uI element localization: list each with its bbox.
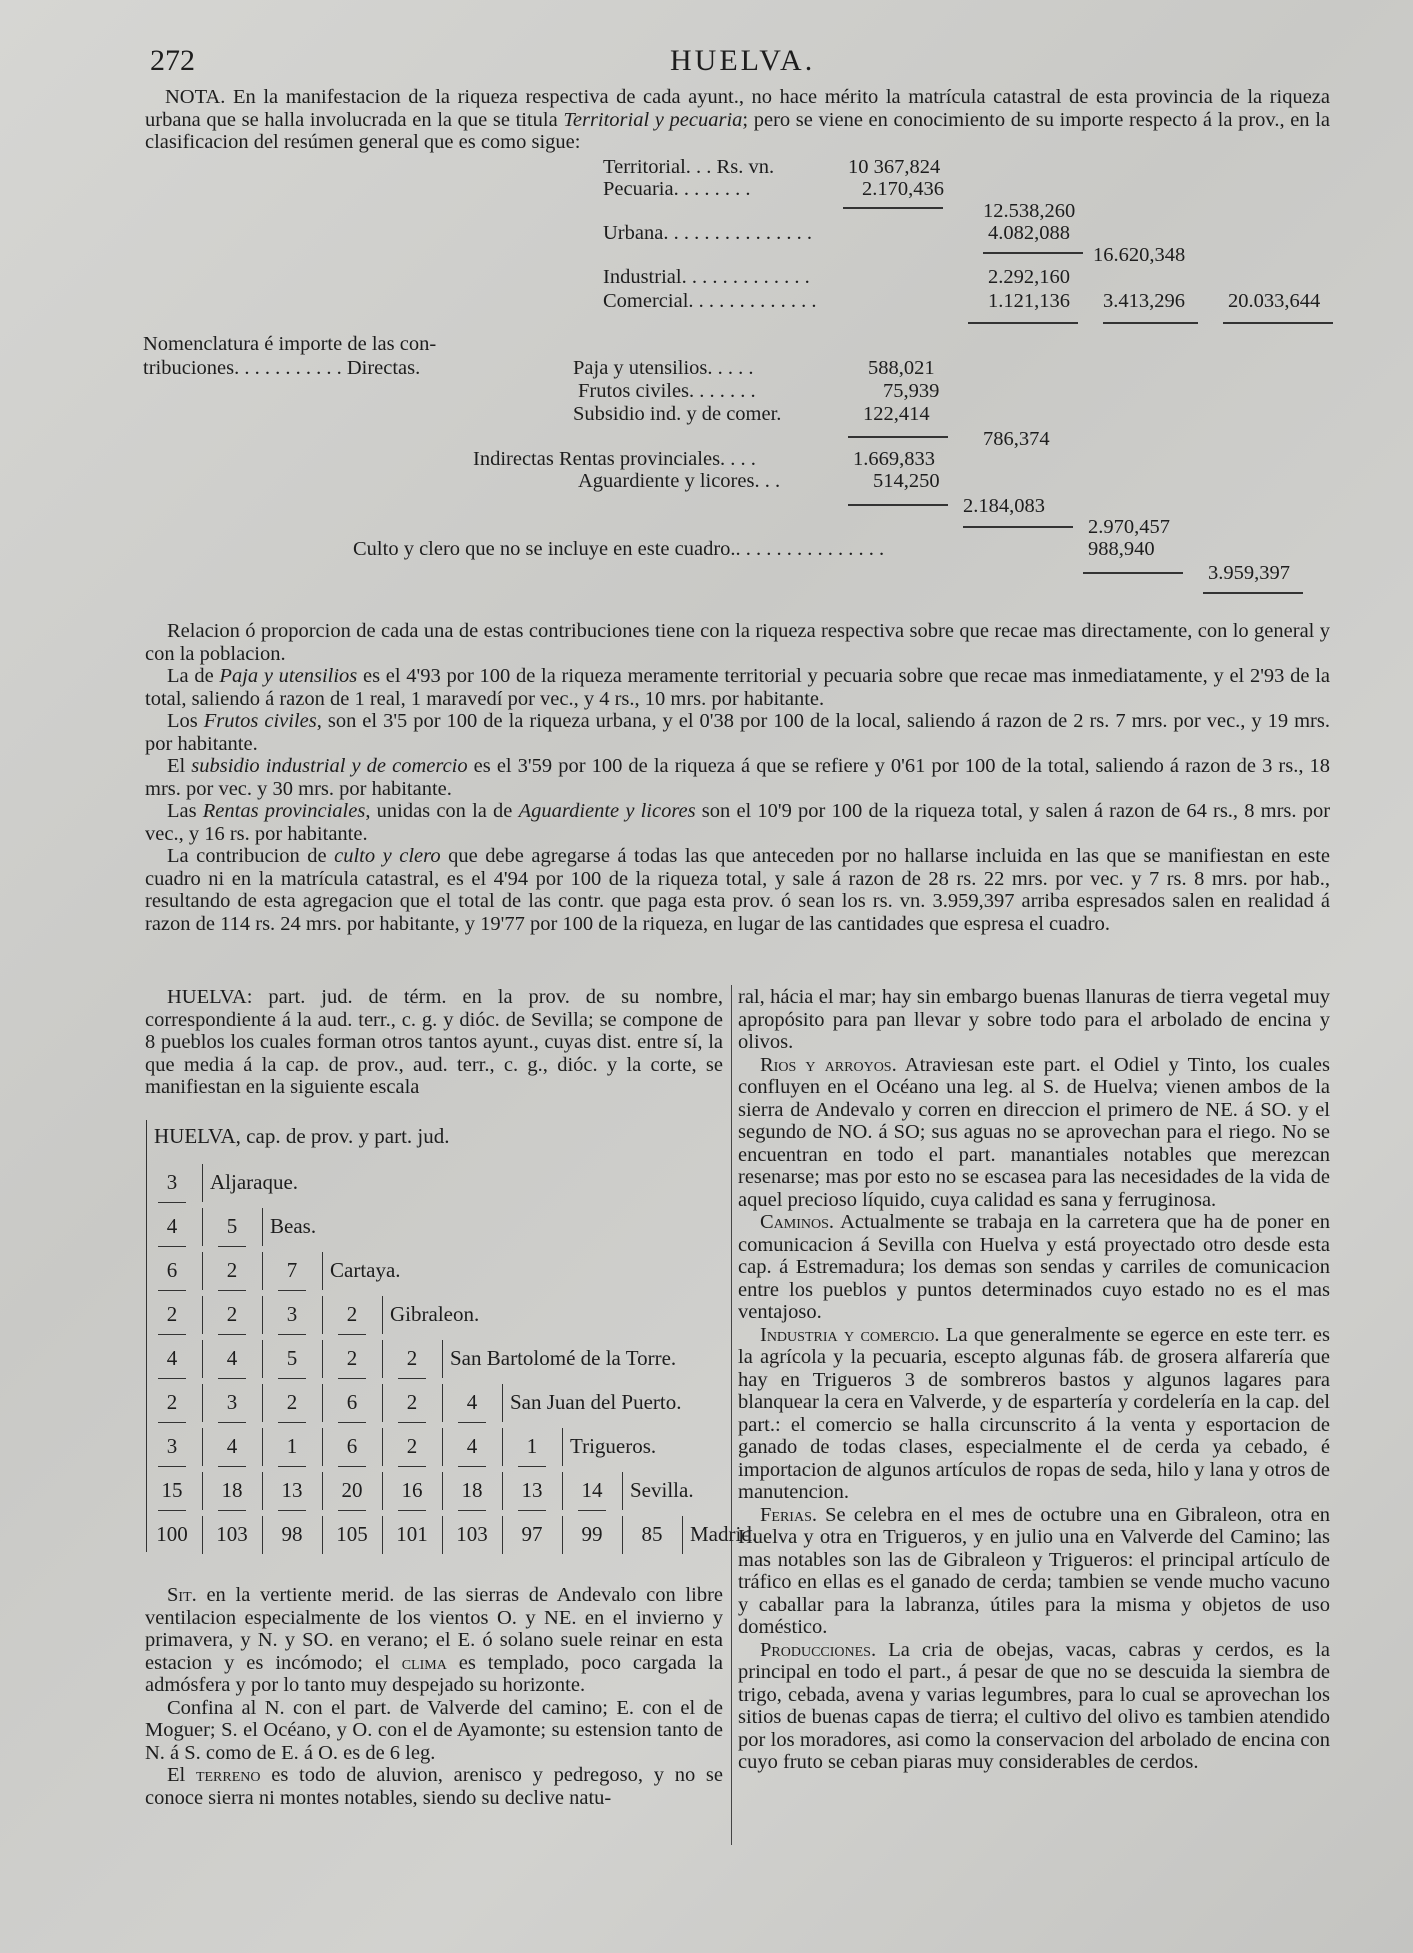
cell-rule [218,1334,246,1335]
distance-value: 16 [401,1478,423,1502]
distance-value: 2 [406,1390,418,1414]
relacion-paragraph: La contribucion de culto y clero que debe agregarse á todas las que anteceden por no hallarse incluida en las que se manifiestan en este cuadro ni en la matrícula catastral, es el 4'94 por 100 de la riqueza total, y sale á razon de 28 rs. 22 mrs. por vec. y 7 rs. 8 mrs. por hab., resultando de esta agregacion que el total de las contr. que paga esta prov. ó sean los rs. vn. 3.959,397 arriba espresados salen en realidad á razon de 114 rs. 24 mrs. por habitante, y 19'77 por 100 de la riqueza, en lugar de las cantidades que espresa el cuadro. [145,845,1330,935]
distance-value: 15 [161,1478,183,1502]
distance-value: 3 [226,1390,238,1414]
cell-rule [338,1334,366,1335]
cell-rule [218,1246,246,1247]
left-column-intro [145,986,723,1099]
distance-value: 103 [216,1522,248,1546]
distance-value: 5 [226,1214,238,1238]
distance-value: 103 [456,1522,488,1546]
cell-divider [682,1516,683,1554]
cell-rule [158,1466,186,1467]
town-name: Aljaraque. [210,1170,299,1194]
subsidio-value: 122,414 [863,403,930,425]
town-name: San Bartolomé de la Torre. [450,1346,677,1370]
distance-value: 1 [286,1434,298,1458]
note-text: En la manifestacion de la riqueza respectiva de cada ayunt., no hace mérito la matrícula catastral de esta provincia de la riqueza urbana que se halla involucrada en la que se titula [145,86,1331,131]
cell-rule [338,1510,366,1511]
cell-rule [458,1422,486,1423]
cell-rule [398,1378,426,1379]
rule [1083,572,1183,574]
nomenclatura-line-1: Nomenclatura é importe de las con- [143,333,437,355]
nomenclatura-line-2: tribuciones. . . . . . . . . . . Directas. [143,357,421,379]
aguardiente-value: 514,250 [873,470,940,492]
page-number: 272 [150,44,195,77]
aguardiente-label: Aguardiente y licores. . . [578,470,781,492]
distance-value: 3 [166,1434,178,1458]
subtotal-2: 16.620,348 [1093,244,1186,266]
cell-divider [562,1428,563,1466]
cell-divider [442,1340,443,1378]
distance-value: 3 [166,1170,178,1194]
cell-divider [202,1164,203,1202]
town-name: Sevilla. [630,1478,694,1502]
distance-value: 2 [166,1302,178,1326]
cell-rule [278,1334,306,1335]
cell-rule [218,1422,246,1423]
terreno-paragraph: El terreno es todo de aluvion, arenisco y pedregoso, y no se conoce sierra ni montes notables, siendo su declive natu- [145,1764,723,1809]
producciones-paragraph: Producciones. La cria de obejas, vacas, cabras y cerdos, es la principal en todo el part., á pesar de que no se descuida la siembra de trigo, cebada, avena y varias legumbres, para lo cual se aprovechan los sitios de buenas capas de tierra; el cultivo del olivo es tambien atendido por los moradores, asi como la conservacion del arbolado de encina con cuyo fruto se ceban piaras muy considerables de cerdos. [738,1638,1330,1773]
distance-value: 97 [521,1522,543,1546]
industria-paragraph: Industria y comercio. La que generalmente se egerce en este terr. es la agrícola y la pecuaria, escepto algunas fáb. de grosera alfarería que hay en Trigueros 3 de sombreros bastos y algunos lagares para blanquear la cera en Valverde, y de espartería y cordelería en la cap. del part.: el comercio se halla circunscrito á la venta y esportacion de ganado de todas clases, especialmente el de cerda ya cebado, é importacion de algunos artículos de ropas de seda, hilo y lana y otros de manutencion. [738,1323,1330,1503]
town-name: Cartaya. [330,1258,401,1282]
indirectas-label: Indirectas Rentas provinciales. . . . [473,448,756,470]
ferias-paragraph: Ferias. Se celebra en el mes de octubre una en Gibraleon, otra en Huelva y otra en Trigueros, y en julio una en Valverde del Camino; las mas notables son las de Gibraleon y Trigueros: el principal artículo de tráfico en ellas es el ganado de cerda; tambien se vende mucho vacuno y caballar para la labranza, útiles para la misma y objetos de uso doméstico. [738,1503,1330,1638]
culto-label: Culto y clero que no se incluye en este cuadro.. . . . . . . . . . . . . . . [353,538,885,560]
rule [1203,592,1303,594]
rule [1103,322,1198,324]
cell-rule [158,1510,186,1511]
territorial-value: 10 367,824 [848,156,941,178]
comercial-label: Comercial. . . . . . . . . . . . . [603,290,817,312]
cell-rule [158,1202,186,1203]
cell-rule [398,1510,426,1511]
distance-value: 2 [406,1346,418,1370]
town-name: Madrid. [690,1522,758,1546]
cell-rule [458,1466,486,1467]
cell-rule [278,1466,306,1467]
cell-rule [278,1510,306,1511]
town-name: San Juan del Puerto. [510,1390,682,1414]
cell-rule [338,1378,366,1379]
cell-rule [158,1290,186,1291]
rentas-value: 1.669,833 [853,448,935,470]
rule [848,504,948,506]
note-label: NOTA. [165,86,226,108]
cell-rule [158,1246,186,1247]
left-column-body [145,1584,723,1809]
distance-value: 13 [521,1478,543,1502]
running-header [150,44,1330,84]
cell-rule [458,1510,486,1511]
page-title: HUELVA. [670,44,816,77]
distance-value: 2 [346,1302,358,1326]
subtotal-1: 12.538,260 [983,200,1076,222]
cell-rule [158,1334,186,1335]
urbana-value: 4.082,088 [988,222,1070,244]
total: 20.033,644 [1228,290,1321,312]
distance-value: 4 [226,1434,238,1458]
cell-divider [262,1208,263,1246]
industrial-label: Industrial. . . . . . . . . . . . . [603,266,810,288]
distance-value: 3 [286,1302,298,1326]
cell-rule [338,1466,366,1467]
distance-value: 1 [526,1434,538,1458]
distance-value: 2 [226,1302,238,1326]
rule [1223,322,1333,324]
cell-rule [218,1510,246,1511]
huelva-intro: HUELVA: part. jud. de térm. en la prov. de su nombre, correspondiente á la aud. terr., c. g. y dióc. de Sevilla; se compone de 8 pueblos los cuales forman otros tantos ayunt., cuyas dist. entre sí, la que media á la cap. de prov., aud. terr., c. g., dióc. y la corte, se manifiestan en la siguiente escala [145,986,723,1098]
confina-paragraph: Confina al N. con el part. de Valverde del camino; E. con el de Moguer; S. el Océano, y O. con el de Ayamonte; su estension tanto de N. á S. como de E. á O. es de 6 leg. [145,1696,723,1764]
subsidio-label: Subsidio ind. y de comer. [573,403,782,425]
distance-value: 98 [281,1522,303,1546]
rule [848,436,948,438]
urbana-label: Urbana. . . . . . . . . . . . . . . [603,222,812,244]
distance-value: 4 [166,1346,178,1370]
distance-value: 2 [346,1346,358,1370]
rios-paragraph: Rios y arroyos. Atraviesan este part. el Odiel y Tinto, los cuales confluyen en el Océano una leg. al S. de Huelva; vienen ambos de la sierra de Andevalo y corren en direccion el primero de NE. á SO. y el segundo de NO. á SO; sus aguas no se aprovechan para el riego. No se encuentran en todo el part. manantiales notables que merezcan resenarse; mas por esto no se escasea para las necesidades de la vida de aquel precioso líquido, cuya calidad es sana y ferruginosa. [738,1053,1330,1211]
relacion-intro: Relacion ó proporcion de cada una de estas contribuciones tiene con la riqueza respectiva sobre que recae mas directamente, con lo general y con la poblacion. [145,620,1330,665]
cell-rule [158,1378,186,1379]
pecuaria-value: 2.170,436 [862,178,944,200]
relacion-paragraph: Los Frutos civiles, son el 3'5 por 100 de la riqueza urbana, y el 0'38 por 100 de la local, saliendo á razon de 2 rs. 7 mrs. por vec., y 19 mrs. por habitante. [145,710,1330,755]
distance-value: 20 [341,1478,363,1502]
distance-value: 4 [466,1390,478,1414]
column-divider [731,985,732,1845]
frutos-label: Frutos civiles. . . . . . . [578,380,756,402]
distance-value: 4 [466,1434,478,1458]
distance-value: 100 [156,1522,188,1546]
distance-value: 6 [166,1258,178,1282]
rule [968,322,1078,324]
caminos-paragraph: Caminos. Actualmente se trabaja en la carretera que ha de poner en comunicacion á Sevilla con Huelva y está proyectado otro desde esta cap. á Estremadura; los demas son sendas y carriles de comunicacion entre los pueblos y puntos determinados cuyo estado no es el mas ventajoso. [738,1211,1330,1323]
distance-value: 101 [396,1522,428,1546]
town-name: Beas. [270,1214,317,1238]
distance-value: 2 [166,1390,178,1414]
cell-rule [218,1290,246,1291]
note-text-2: ; pero se viene en conocimiento de su importe respecto á la prov., en la clasificacion del resúmen general que es como sigue: [145,108,1330,153]
distance-value: 18 [221,1478,243,1502]
grand-total: 3.959,397 [1208,562,1290,584]
relacion-section [145,620,1330,935]
relacion-paragraph: El subsidio industrial y de comercio es el 3'59 por 100 de la riqueza á que se refiere y 0'61 por 100 de la total, saliendo á razon de 3 rs., 18 mrs. por vec. y 30 mrs. por habitante. [145,755,1331,800]
rule [963,526,1073,528]
distance-value: 2 [286,1390,298,1414]
distance-value: 7 [286,1258,298,1282]
paja-value: 588,021 [868,357,935,379]
rule [843,207,943,209]
cell-rule [398,1466,426,1467]
comercial-value: 1.121,136 [988,290,1070,312]
cell-rule [278,1378,306,1379]
relacion-paragraph: La de Paja y utensilios es el 4'93 por 100 de la riqueza meramente territorial y pecuaria sobre que recae mas inmediatamente, y el 2'93 de la total, saliendo á razon de 1 real, 1 maravedí por vec., y 4 rs., 10 mrs. por habitante. [145,665,1330,710]
cell-divider [382,1296,383,1334]
rule [983,252,1083,254]
relacion-paragraph: Las Rentas provinciales, unidas con la de Aguardiente y licores son el 10'9 por 100 de la riqueza total, y salen á razon de 64 rs., 8 mrs. por vec., y 16 rs. por habitante. [145,800,1331,845]
cell-rule [158,1422,186,1423]
distance-value: 6 [346,1434,358,1458]
distance-value: 4 [166,1214,178,1238]
distance-value: 18 [461,1478,483,1502]
frutos-value: 75,939 [883,380,940,402]
culto-value: 988,940 [1088,538,1155,560]
cell-rule [518,1466,546,1467]
distance-value: 5 [286,1346,298,1370]
note-paragraph [145,86,1330,154]
contrib-total: 2.970,457 [1088,516,1170,538]
pecuaria-label: Pecuaria. . . . . . . . [603,178,751,200]
paja-label: Paja y utensilios. . . . . [573,357,754,379]
distance-value: 105 [336,1522,368,1546]
cell-divider [322,1252,323,1290]
territorial-label: Territorial. . . Rs. vn. [603,156,775,178]
distance-value: 13 [281,1478,303,1502]
distance-value: 6 [346,1390,358,1414]
distance-table-header: HUELVA, cap. de prov. y part. jud. [154,1124,450,1148]
right-column [738,986,1330,1774]
distance-table [142,1120,758,1555]
distance-value: 85 [641,1522,663,1546]
distance-value: 2 [226,1258,238,1282]
cell-rule [278,1422,306,1423]
note-italic: Territorial y pecuaria [563,108,743,131]
directas-total: 786,374 [983,428,1050,450]
cell-rule [518,1510,546,1511]
cell-rule [218,1466,246,1467]
cell-rule [338,1422,366,1423]
subtotal-3: 3.413,296 [1103,290,1185,312]
indirectas-total: 2.184,083 [963,495,1045,517]
cell-rule [578,1510,606,1511]
distance-value: 2 [406,1434,418,1458]
industrial-value: 2.292,160 [988,266,1070,288]
sit-paragraph: Sit. en la vertiente merid. de las sierras de Andevalo con libre ventilacion especialmente de los vientos O. y NE. en el invierno y primavera, y N. y SO. en verano; el E. ó solano suele reinar en esta estacion y es incómodo; el clima es templado, poco cargada la admósfera y por lo tanto muy despejado su horizonte. [145,1584,723,1696]
cell-rule [278,1290,306,1291]
cell-rule [218,1378,246,1379]
distance-value: 14 [581,1478,603,1502]
town-name: Trigueros. [570,1434,657,1458]
terreno-continuation: ral, hácia el mar; hay sin embargo buenas llanuras de tierra vegetal muy apropósito para pan llevar y sobre todo para el arbolado de encina y olivos. [738,986,1330,1053]
cell-divider [502,1384,503,1422]
distance-value: 99 [581,1522,603,1546]
distance-value: 4 [226,1346,238,1370]
cell-divider [622,1472,623,1510]
cell-rule [398,1422,426,1423]
town-name: Gibraleon. [390,1302,480,1326]
